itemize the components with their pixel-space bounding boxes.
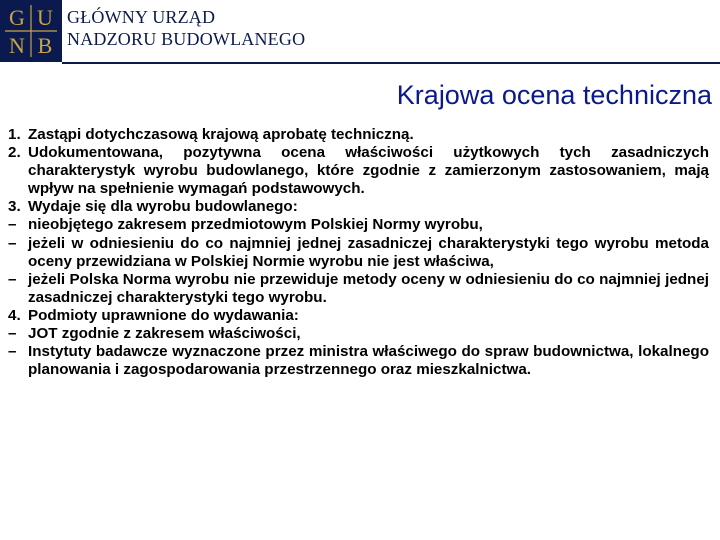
list-item [8,271,709,307]
list-item [8,325,709,343]
list-item [8,235,709,271]
list-marker: – [8,343,17,361]
logo-letter: G [9,5,25,30]
list-marker: – [8,234,17,252]
list-item-text: Udokumentowana, pozytywna ocena właściwości użytkowych tych zasadniczych charakterystyk wyrobu budowlanego, które zgodnie z zamierzonym zastosowaniem, mają wpływ na spełnienie wymagań podstawowych. [28,144,709,198]
list-item-text: Wydaje się dla wyrobu budowlanego: [28,198,298,216]
gunb-logo [0,0,62,62]
list-marker: – [8,325,17,343]
org-line-1: GŁÓWNY URZĄD [67,7,216,27]
list-item-text: JOT zgodnie z zakresem właściwości, [28,325,301,343]
logo-letter: N [9,33,25,58]
list-item-text: nieobjętego zakresem przedmiotowym Polskiej Normy wyrobu, [28,216,483,234]
list-marker: 3. [8,198,21,216]
list-item [8,198,709,216]
list-item-text: Instytuty badawcze wyznaczone przez ministra właściwego do spraw budownictwa, lokalnego planowania i zagospodarowania przestrzennego oraz mieszkalnictwa. [28,343,709,379]
logo-letter: B [37,33,53,58]
content-list [8,126,709,379]
list-item [8,307,709,325]
list-item-text: Zastąpi dotychczasową krajową aprobatę techniczną. [28,126,414,143]
list-marker: – [8,216,17,234]
list-item [8,126,709,144]
list-item [8,343,709,379]
list-marker: 2. [8,144,21,162]
org-line-2: NADZORU BUDOWLANEGO [67,29,306,49]
logo-letter: U [37,5,53,30]
list-marker: 1. [8,126,21,143]
list-item [8,144,709,198]
list-item-text: Podmioty uprawnione do wydawania: [28,306,299,324]
list-marker: – [8,270,17,288]
list-item [8,216,709,234]
list-marker: 4. [8,306,21,324]
page-title: Krajowa ocena techniczna [396,80,712,110]
list-item-text: jeżeli w odniesieniu do co najmniej jednej zasadniczej charakterystyki tego wyrobu metoda oceny przewidziana w Polskiej Normie wyrobu nie jest właściwa, [28,234,709,270]
list-item-text: jeżeli Polska Norma wyrobu nie przewiduje metody oceny w odniesieniu do co najmniej jednej zasadniczej charakterystyki tego wyrobu. [28,270,709,306]
organization-name [67,6,305,50]
header-divider [62,62,720,64]
